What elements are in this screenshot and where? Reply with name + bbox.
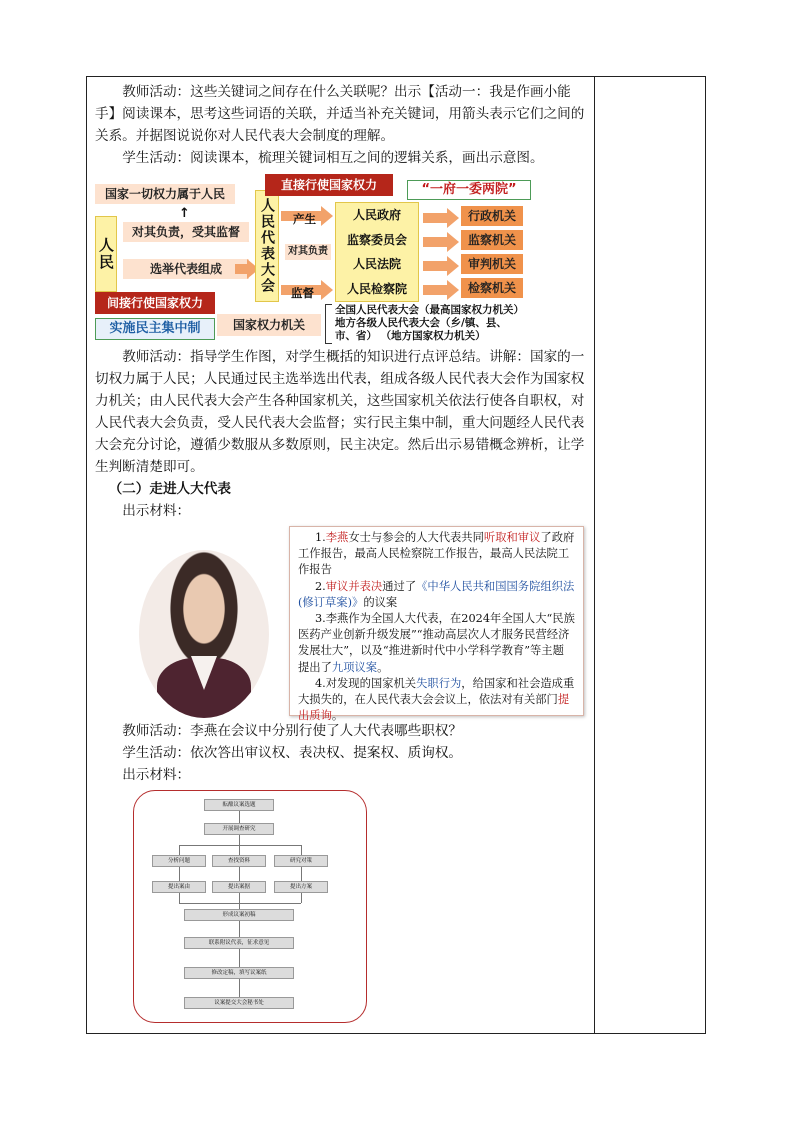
responsible-box: 对其负责，受其监督 [123,222,249,242]
flow-step-2: 开展调查研究 [204,823,274,835]
arrow-1-icon [423,208,459,228]
flow-step-6: 联系附议代表，征求意见 [184,937,294,949]
flow-step-3a: 分析问题 [152,855,206,867]
note-local: 地方各级人民代表大会（乡/镇、县、 [335,317,507,329]
arrow-4-icon [423,280,459,300]
student-activity-1: 学生活动：阅读课本，梳理关键词相互之间的逻辑关系，画出示意图。 [122,150,544,166]
flow-step-4a: 提出案由 [152,881,206,893]
flow-step-1: 酝酿议案选题 [204,799,274,811]
column-divider [594,77,595,1033]
teacher-activity-1: 教师活动：这些关键词之间存在什么关联呢？出示【活动一：我是作画小能手】阅读课本，思考这些词语的关联，并适当补充关键词，用箭头表示它们之间的关系。并据图说说你对人民代表大会制度的理解。 [95,84,585,144]
arrow-3-icon [423,256,459,276]
flow-step-4c: 提出方案 [274,881,328,893]
organs-box [335,202,419,302]
student-activity-3: 学生活动：依次答出审议权、表决权、提案权、质询权。 [122,745,463,761]
organ-supervision: 监察委员会 [346,232,407,247]
direct-power-box: 直接行使国家权力 [265,174,393,196]
arrow-2-icon [423,232,459,252]
all-power-box: 国家一切权力属于人民 [95,184,235,204]
produce-label: 产生 [293,212,316,226]
flow-step-3b: 查找资料 [212,855,266,867]
flow-step-8: 议案提交大会秘书处 [184,997,294,1009]
agency-judicial: 审判机关 [461,254,523,274]
power-organ-box: 国家权力机关 [217,314,321,336]
resp-label: 对其负责 [285,244,331,260]
npc-box: 人民代表大会 [259,198,275,294]
brace [325,304,332,344]
teacher-activity-2: 教师活动：指导学生作图，对学生概括的知识进行点评总结。讲解：国家的一切权力属于人民；人民通过民主选举选出代表，组成各级人民代表大会作为国家权力机关；由人民代表大会产生各种国家机关，这些国家机关依法行使各自职权，对人民代表大会负责，受人民代表大会监督；实行民主集中制，重大问题经人民代表大会充分讨论，遵循少数服从多数原则，民主决定。然后出示易错概念辨析，让学生判断清楚即可。 [95,349,585,475]
flow-step-7: 修改定稿，填写议案纸 [184,967,294,979]
democratic-centralism-box: 实施民主集中制 [95,318,215,340]
elect-box: 选举代表组成 [123,259,249,279]
one-gov-box: “一府一委两院” [407,180,531,200]
flow-step-5: 形成议案初稿 [184,909,294,921]
lesson-table [86,76,706,1034]
indirect-power-box: 间接行使国家权力 [95,292,215,314]
show-material-1: 出示材料： [122,503,191,519]
note-local-2: 市、省） （地方国家权力机关） [335,330,486,342]
agency-procuratorial: 检察机关 [461,278,523,298]
organ-court: 人民法院 [352,257,401,272]
agency-supervision: 监察机关 [461,230,523,250]
agency-admin: 行政机关 [461,206,523,226]
delegate-photo [139,550,269,718]
organ-procuratorate: 人民检察院 [346,281,407,296]
npc-diagram [95,172,561,344]
organ-government: 人民政府 [352,208,401,223]
supervise-label: 监督 [291,286,314,300]
material-card: 1.李燕女士与参会的人大代表共同听取和审议了政府工作报告，最高人民检察院工作报告，最高人民法院工作报告 2.审议并表决通过了《中华人民共和国国务院组织法(修订草案)》的议案 3.李燕作为全国人大代表，在2024年全国人大“民族医药产业创新升级发展”“推动高层次人才服务民营经济发展壮大”，以及“推进新时代中小学科学教育”等主题提出了九项议案。 4.对发现的国家机关失职行为，给国家和社会造成重大损失的，在人民代表大会会议上，依法对有关部门提出质询。 [289,526,584,716]
section-heading: （二）走进人大代表 [108,481,231,497]
note-national: 全国人民代表大会（最高国家权力机关） [335,304,524,316]
main-cell [95,81,589,1023]
people-box: 人民 [97,237,115,271]
show-material-2: 出示材料： [122,767,191,783]
material-figure [95,526,589,723]
flow-step-3c: 研究对策 [274,855,328,867]
teacher-activity-3: 教师活动：李燕在会议中分别行使了人大代表哪些职权？ [122,723,463,739]
up-arrow-icon: ↑ [179,206,190,221]
flow-step-4b: 提出案据 [212,881,266,893]
proposal-flowchart [133,790,367,1023]
